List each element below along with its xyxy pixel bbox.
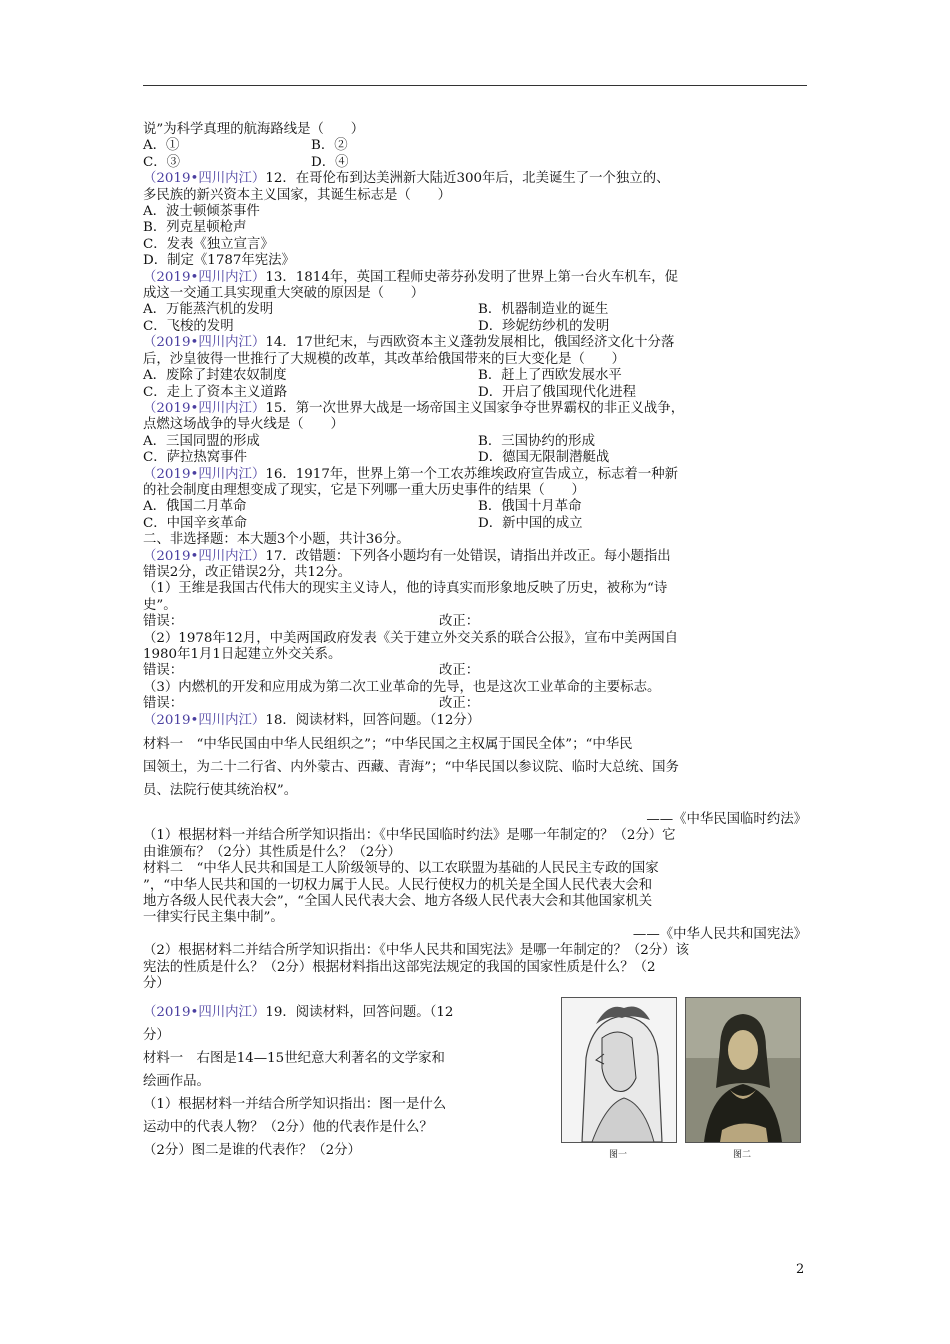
q12-option-d: D．制定《1787年宪法》	[143, 253, 295, 269]
exam-content	[143, 122, 807, 1160]
q18-source-tag: （2019•四川内江）	[143, 712, 266, 728]
figure-2-caption: 图二	[732, 1149, 751, 1160]
q17-sub3-error-label: 错误：	[143, 696, 184, 712]
q17-sub3-fix-label: 改正：	[439, 696, 480, 712]
q12-stem-line2: 多民族的新兴资本主义国家，其诞生标志是（ ）	[143, 187, 451, 203]
q17-sub1-answer	[143, 614, 807, 630]
q17-sub2-line2: 1980年1月1日起建立外交关系。	[143, 647, 342, 662]
q16-stem: （2019•四川内江）16．1917年，世界上第一个工农苏维埃政府宣告成立，标志着一种新	[143, 466, 678, 482]
q13-option-b: B．机器制造业的诞生	[478, 302, 609, 318]
q13-option-c: C．飞梭的发明	[143, 318, 234, 334]
q14-options-row2	[143, 385, 807, 401]
q13-option-a: A．万能蒸汽机的发明	[143, 302, 274, 318]
q11-option-b: B．②	[311, 138, 348, 154]
q15-source-tag: （2019•四川内江）	[143, 400, 266, 416]
q19-question1-line2: 运动中的代表人物？（2分）他的代表作是什么？	[143, 1119, 433, 1135]
q16-options-row1	[143, 499, 807, 515]
q19-material1-line2: 绘画作品。	[143, 1073, 210, 1089]
spacer	[143, 802, 807, 812]
q18-question2-line3: 分）	[143, 976, 170, 992]
q13-source-tag: （2019•四川内江）	[143, 269, 266, 285]
q18-question2-line2: 宪法的性质是什么？（2分）根据材料指出这部宪法规定的我国的国家性质是什么？（2	[143, 959, 656, 975]
q14-option-b: B．赶上了西欧发展水平	[478, 368, 622, 384]
q16-stem-line2: 的社会制度由理想变成了现实，它是下列哪一重大历史事件的结果（ ）	[143, 482, 585, 498]
q14-source-tag: （2019•四川内江）	[143, 335, 266, 351]
section-2-heading: 二、非选择题：本大题3个小题，共计36分。	[143, 532, 410, 548]
q16-option-d: D．新中国的成立	[478, 515, 583, 531]
page-number: 2	[796, 1262, 805, 1277]
q12-option-c: C．发表《独立宣言》	[143, 236, 274, 252]
q11-option-a: A．①	[143, 138, 180, 154]
q19-source-tag: （2019•四川内江）	[143, 1004, 266, 1020]
figure-2-mona-lisa	[685, 997, 801, 1143]
q18-question2-line1: （2）根据材料二并结合所学知识指出：《中华人民共和国宪法》是哪一年制定的？（2分）该	[143, 943, 689, 959]
q12-source-tag: （2019•四川内江）	[143, 171, 266, 187]
q15-options-row2	[143, 450, 807, 466]
q17-sub2-line1: （2）1978年12月，中美两国政府发表《关于建立外交关系的联合公报》，宣布中美两国自	[143, 630, 678, 646]
q18-material1-line2: 国领土，为二十二行省、内外蒙古、西藏、青海”；“中华民国以参议院、临时大总统、国务	[143, 760, 679, 776]
dante-portrait-image	[562, 998, 676, 1142]
q14-option-c: C．走上了资本主义道路	[143, 384, 288, 400]
q18-source2: ——《中华人民共和国宪法》	[632, 926, 807, 942]
q18-material1-line1: 材料一 “中华民国由中华人民组织之”；“中华民国之主权属于国民全体”；“中华民	[143, 737, 633, 753]
q18-question1-line1: （1）根据材料一并结合所学知识指出：《中华民国临时约法》是哪一年制定的？（2分）它	[143, 828, 676, 844]
q12-option-b: B．列克星顿枪声	[143, 220, 247, 236]
q12-option-a: A．波士顿倾茶事件	[143, 204, 260, 220]
q15-option-d: D．德国无限制潜艇战	[478, 450, 610, 466]
q17-source-tag: （2019•四川内江）	[143, 548, 266, 564]
q15-stem: （2019•四川内江）15．第一次世界大战是一场帝国主义国家争夺世界霸权的非正义战争，	[143, 400, 685, 416]
q17-sub3-answer	[143, 696, 807, 712]
q13-options-row1	[143, 302, 807, 318]
q15-options-row1	[143, 434, 807, 450]
q15-option-b: B．三国协约的形成	[478, 433, 595, 449]
q17-stem: （2019•四川内江）17．改错题：下列各小题均有一处错误，请指出并改正。每小题指出	[143, 548, 671, 564]
q17-sub2-answer	[143, 663, 807, 679]
q18-material2-line2: ”，“中华人民共和国的一切权力属于人民。人民行使权力的机关是全国人民代表大会和	[143, 877, 653, 893]
figure-1-caption: 图一	[608, 1149, 627, 1160]
q15-stem-line2: 点燃这场战争的导火线是（ ）	[143, 417, 344, 433]
q13-stem-line2: 成这一交通工具实现重大突破的原因是（ ）	[143, 286, 425, 302]
q11-option-d: D．④	[311, 154, 349, 170]
q17-stem-line2: 错误2分，改正错误2分，共12分。	[143, 564, 352, 580]
q17-sub1-fix-label: 改正：	[439, 614, 480, 630]
q18-source1: ——《中华民国临时约法》	[646, 812, 807, 828]
q18-material2-line1: 材料二 “中华人民共和国是工人阶级领导的、以工农联盟为基础的人民民主专政的国家	[143, 861, 659, 877]
q13-options-row2	[143, 319, 807, 335]
q16-options-row2	[143, 516, 807, 532]
q18-stem: （2019•四川内江）18．阅读材料，回答问题。（12分）	[143, 712, 481, 728]
q15-option-a: A．三国同盟的形成	[143, 433, 260, 449]
q19-material1-line1: 材料一 右图是14—15世纪意大利著名的文学家和	[143, 1050, 445, 1066]
q15-option-c: C．萨拉热窝事件	[143, 450, 247, 466]
q14-stem-line2: 后，沙皇彼得一世推行了大规模的改革，其改革给俄国带来的巨大变化是（ ）	[143, 351, 626, 367]
q16-source-tag: （2019•四川内江）	[143, 466, 266, 482]
q11-option-c: C．③	[143, 154, 181, 170]
q18-material2-line3: 地方各级人民代表大会”，“全国人民代表大会、地方各级人民代表大会和其他国家机关	[143, 894, 653, 910]
q12-stem: （2019•四川内江）12．在哥伦布到达美洲新大陆近300年后，北美诞生了一个独立的、	[143, 171, 670, 187]
q14-stem: （2019•四川内江）14．17世纪末，与西欧资本主义蓬勃发展相比，俄国经济文化十分落	[143, 335, 675, 351]
q17-sub1-line1: （1）王维是我国古代伟大的现实主义诗人，他的诗真实而形象地反映了历史，被称为“诗	[143, 581, 668, 597]
q13-stem: （2019•四川内江）13．1814年，英国工程师史蒂芬孙发明了世界上第一台火车机车，促	[143, 269, 678, 285]
q19-block	[143, 1001, 807, 1160]
q17-sub1-line2: 史”。	[143, 597, 177, 613]
q18-material2-line4: 一律实行民主集中制”。	[143, 910, 284, 926]
q19-question1-line3: （2分）图二是谁的代表作？（2分）	[143, 1142, 361, 1158]
q19-figures	[561, 997, 811, 1160]
q16-option-b: B．俄国十月革命	[478, 499, 582, 515]
q17-sub2-fix-label: 改正：	[439, 663, 480, 679]
figure-1-dante-portrait	[561, 997, 677, 1143]
header-rule	[143, 85, 807, 86]
q11-options-row1	[143, 138, 807, 154]
q14-option-d: D．开启了俄国现代化进程	[478, 384, 637, 400]
mona-lisa-image	[686, 998, 800, 1142]
q11-continuation: 说”为科学真理的航海路线是（ ）	[143, 122, 365, 137]
q14-options-row1	[143, 368, 807, 384]
q17-sub2-error-label: 错误：	[143, 663, 184, 679]
q19-stem: （2019•四川内江）19．阅读材料，回答问题。（12	[143, 1004, 454, 1020]
q19-question1-line1: （1）根据材料一并结合所学知识指出：图一是什么	[143, 1096, 447, 1112]
q11-options-row2	[143, 155, 807, 171]
q18-material1-line3: 员、法院行使其统治权”。	[143, 783, 298, 799]
q17-sub3: （3）内燃机的开发和应用成为第二次工业革命的先导，也是这次工业革命的主要标志。	[143, 679, 661, 695]
q14-option-a: A．废除了封建农奴制度	[143, 368, 287, 384]
q17-sub1-error-label: 错误：	[143, 614, 184, 630]
q13-option-d: D．珍妮纺纱机的发明	[478, 318, 610, 334]
q16-option-c: C．中国辛亥革命	[143, 515, 247, 531]
q19-stem-line2: 分）	[143, 1027, 170, 1043]
q18-question1-line2: 由谁颁布？（2分）其性质是什么？（2分）	[143, 844, 402, 860]
q16-option-a: A．俄国二月革命	[143, 499, 247, 515]
